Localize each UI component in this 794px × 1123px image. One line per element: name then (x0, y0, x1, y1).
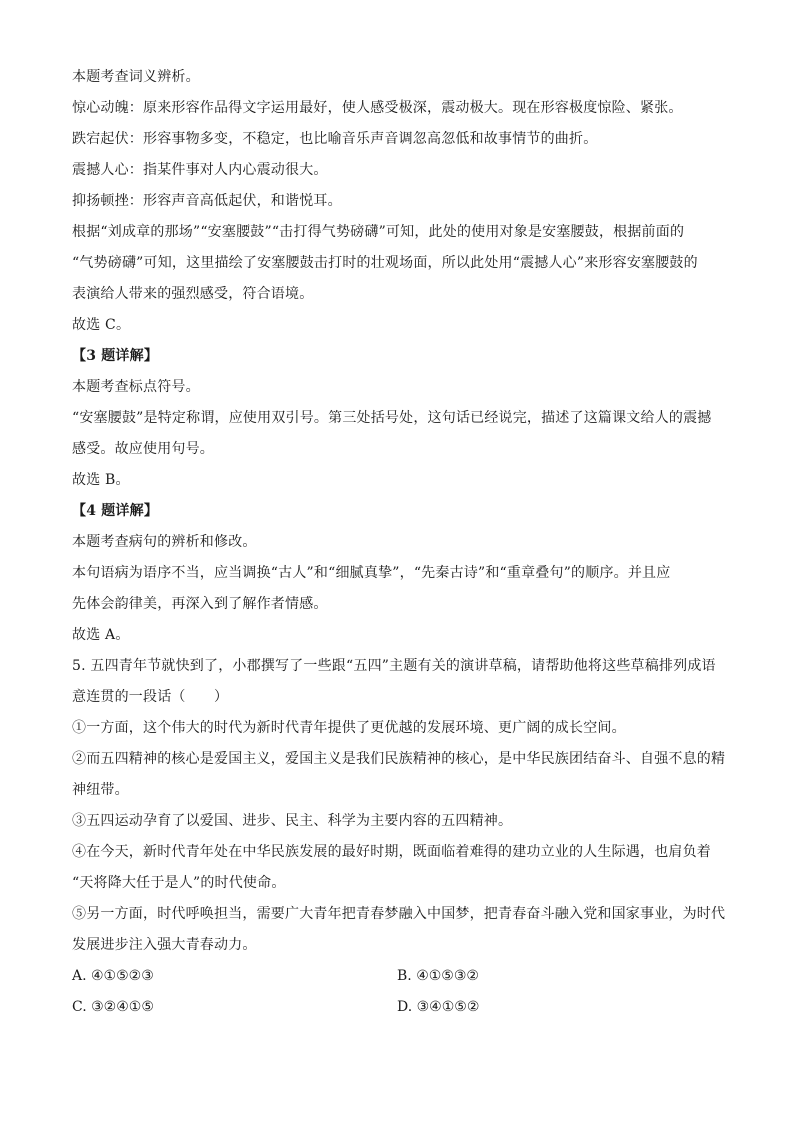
answer-options-row (72, 961, 722, 992)
text-line: 根据“刘成章的那场”“安塞腰鼓”“击打得气势磅礴”可知，此处的使用对象是安塞腰鼓，根据前面的 (72, 224, 685, 240)
text-line: 感受。故应使用句号。 (72, 441, 214, 457)
text-line: 表演给人带来的强烈感受，符合语境。 (72, 286, 314, 302)
text-line: 先体会韵律美，再深入到了解作者情感。 (72, 596, 328, 612)
text-line: 抑扬顿挫：形容声音高低起伏，和谐悦耳。 (72, 193, 342, 209)
sentence-item: ②而五四精神的核心是爱国主义，爱国主义是我们民族精神的核心，是中华民族团结奋斗、自强不息的精 (72, 751, 726, 767)
question-stem: 意连贯的一段话（ ） (72, 689, 229, 705)
text-line: 本句语病为语序不当，应当调换“古人”和“细腻真挚”，“先秦古诗”和“重章叠句”的顺序。并且应 (72, 565, 671, 581)
sentence-item: ④在今天，新时代青年处在中华民族发展的最好时期，既面临着难得的建功立业的人生际遇，也肩负着 (72, 844, 711, 860)
option-c: C. ③②④①⑤ (72, 999, 154, 1015)
sentence-item: 发展进步注入强大青春动力。 (72, 937, 257, 953)
section-heading: 【4 题详解】 (72, 503, 159, 519)
sentence-item: “天将降大任于是人”的时代使命。 (72, 875, 286, 891)
option-d: D. ③④①⑤② (397, 999, 480, 1015)
text-line: 跌宕起伏：形容事物多变，不稳定，也比喻音乐声音调忽高忽低和故事情节的曲折。 (72, 131, 598, 147)
option-a: A. ④①⑤②③ (72, 968, 154, 984)
text-line: 本题考查词义辨析。 (72, 69, 200, 85)
question-stem: 5. 五四青年节就快到了，小郡撰写了一些跟“五四”主题有关的演讲草稿，请帮助他将这些草稿排列成语 (72, 658, 716, 674)
sentence-item: ①一方面，这个伟大的时代为新时代青年提供了更优越的发展环境、更广阔的成长空间。 (72, 720, 626, 736)
text-line: 惊心动魄：原来形容作品得文字运用最好，使人感受极深，震动极大。现在形容极度惊险、紧张。 (72, 100, 683, 116)
section-heading: 【3 题详解】 (72, 348, 159, 364)
text-line: “安塞腰鼓”是特定称谓，应使用双引号。第三处括号处，这句话已经说完，描述了这篇课文给人的震撼 (72, 410, 712, 426)
answer-line: 故选 C。 (72, 317, 131, 333)
answer-options-row (72, 992, 722, 1023)
sentence-item: ③五四运动孕育了以爱国、进步、民主、科学为主要内容的五四精神。 (72, 813, 513, 829)
text-line: “气势磅礴”可知，这里描绘了安塞腰鼓击打时的壮观场面，所以此处用“震撼人心”来形容安塞腰鼓的 (72, 255, 698, 271)
answer-line: 故选 B。 (72, 472, 130, 488)
sentence-item: 神纽带。 (72, 782, 129, 798)
answer-line: 故选 A。 (72, 627, 130, 643)
option-b: B. ④①⑤③② (397, 968, 479, 984)
text-line: 本题考查标点符号。 (72, 379, 200, 395)
document-page (72, 62, 726, 1023)
text-line: 本题考查病句的辨析和修改。 (72, 534, 257, 550)
text-line: 震撼人心：指某件事对人内心震动很大。 (72, 162, 328, 178)
sentence-item: ⑤另一方面，时代呼唤担当，需要广大青年把青春梦融入中国梦，把青春奋斗融入党和国家事业，为时代 (72, 906, 726, 922)
